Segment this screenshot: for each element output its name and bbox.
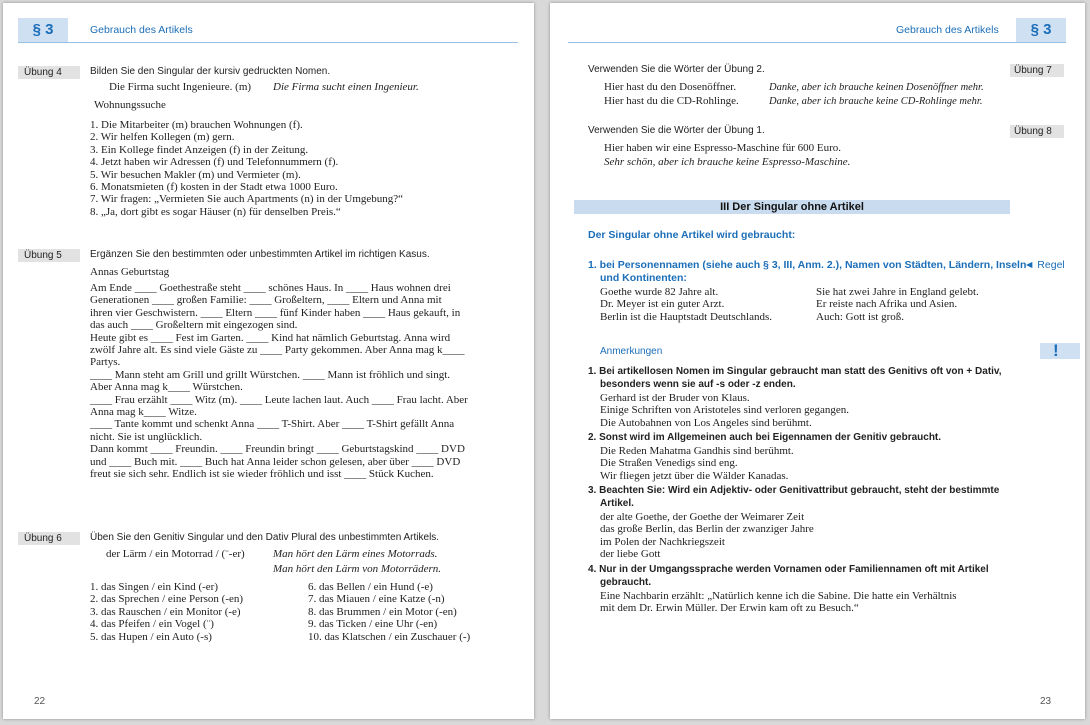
subheading: Der Singular ohne Artikel wird gebraucht:: [588, 229, 796, 241]
list-item: 4. Jetzt haben wir Adressen (f) und Telefonnummern (f).: [90, 156, 339, 169]
exercise-6-example-answer-2: Man hört den Lärm von Motorrädern.: [273, 563, 442, 575]
example-line: Einige Schriften von Aristoteles sind verloren gegangen.: [600, 404, 849, 417]
text-line: das auch ____ Großeltern mit eingezogen sind.: [90, 319, 298, 332]
example-line: im Polen der Nachkriegszeit: [600, 535, 725, 548]
list-item: 6. Monatsmieten (f) kosten in der Stadt etwa 1000 Euro.: [90, 181, 338, 194]
text-line: ____ Frau erzählt ____ Witz (m). ____ Leute lachen laut. Auch ____ Frau lacht. Aber: [90, 393, 468, 406]
example-line: Wir fliegen jetzt über die Wälder Kanadas.: [600, 469, 789, 482]
exercise-5-text: [90, 282, 468, 481]
exercise-label-8: Übung 8: [1010, 125, 1064, 138]
exercise-4-example-answer: Die Firma sucht einen Ingenieur.: [273, 81, 419, 93]
list-item: 7. das Miauen / eine Katze (-n): [308, 593, 445, 606]
text-line: ____ Mann steht am Grill und grillt Würstchen. ____ Mann ist fröhlich und singt.: [90, 368, 451, 381]
list-item: 3. das Rauschen / ein Monitor (-e): [90, 605, 241, 618]
regel-marker: ◄ Regel: [1024, 259, 1065, 271]
list-item: 8. das Brummen / ein Motor (-en): [308, 605, 457, 618]
rule-1-text: 1. bei Personennamen (siehe auch § 3, III, Anm. 2.), Namen von Städten, Ländern, Inseln: [588, 259, 1027, 271]
rule-1-examples-left: [600, 286, 772, 323]
list-item: 2. das Sprechen / eine Person (-en): [90, 593, 244, 606]
list-item: 10. das Klatschen / ein Zuschauer (-): [308, 630, 471, 643]
notes-title: Anmerkungen: [600, 346, 663, 357]
note-4-examples: [600, 590, 957, 615]
example-line: Dr. Meyer ist ein guter Arzt.: [600, 298, 725, 311]
exercise-4-topic: Wohnungssuche: [94, 99, 166, 111]
example-line: der liebe Gott: [600, 548, 661, 561]
text-line: Anna mag k____ Witze.: [90, 406, 197, 419]
note-2-head: 2. Sonst wird im Allgemeinen auch bei Eigennamen der Genitiv gebraucht.: [588, 432, 942, 443]
example-line: Eine Nachbarin erzählt: „Natürlich kenne ich die Sabine. Die hatte ein Verhältnis: [600, 590, 957, 602]
text-line: ____ Tante kommt und schenkt Anna ____ T-Shirt. Aber ____ T-Shirt gefällt Anna: [90, 418, 455, 431]
list-item: 2. Wir helfen Kollegen (m) gern.: [90, 131, 235, 144]
exercise-4-items: [90, 119, 403, 218]
text-line: zwölf Jahre alt. Es sind viele Gäste zu ____ Party gekommen. Aber Anna mag k____: [90, 344, 465, 357]
list-item: 7. Wir fragen: „Vermieten Sie auch Apartments (n) in der Umgebung?“: [90, 193, 404, 206]
right-page: [550, 3, 1085, 719]
exercise-6-example-answer-1: Man hört den Lärm eines Motorrads.: [273, 548, 438, 560]
list-item: 5. das Hupen / ein Auto (-s): [90, 630, 212, 643]
note-1-examples: [600, 392, 849, 429]
example-line: Die Straßen Venedigs sind eng.: [600, 457, 738, 470]
exercise-6-column-1: [90, 581, 243, 643]
example-line: Sie hat zwei Jahre in England gelebt.: [816, 286, 979, 298]
running-head: Gebrauch des Artikels: [90, 24, 193, 36]
exercise-6-example-question: der Lärm / ein Motorrad / (¨-er): [106, 548, 245, 560]
text-line: Partys.: [90, 356, 121, 369]
exercise-7-line-2a: Hier hast du die CD-Rohlinge.: [604, 95, 739, 107]
list-item: 5. Wir besuchen Makler (m) und Vermieter (m).: [90, 168, 301, 181]
exercise-5-topic: Annas Geburtstag: [90, 266, 170, 278]
exercise-5-instruction: Ergänzen Sie den bestimmten oder unbestimmten Artikel im richtigen Kasus.: [90, 249, 430, 260]
example-line: Gerhard ist der Bruder von Klaus.: [600, 392, 750, 404]
list-item: 6. das Bellen / ein Hund (-e): [308, 581, 433, 593]
exercise-8-line-1: Hier haben wir eine Espresso-Maschine für 600 Euro.: [604, 142, 842, 154]
example-line: Er reiste nach Afrika und Asien.: [816, 298, 958, 311]
example-line: Die Reden Mahatma Gandhis sind berühmt.: [600, 445, 794, 457]
exercise-label-7: Übung 7: [1010, 64, 1064, 77]
text-line: Am Ende ____ Goethestraße steht ____ schönes Haus. In ____ Haus wohnen drei: [90, 282, 451, 294]
page-number: 22: [34, 696, 46, 707]
exercise-4-example-question: Die Firma sucht Ingenieure. (m): [109, 81, 252, 93]
example-line: der alte Goethe, der Goethe der Weimarer Zeit: [600, 511, 805, 523]
text-line: ihren vier Geschwistern. ____ Eltern ____ fünf Kinder haben ____ Haus gekauft, in: [90, 306, 461, 319]
note-2-examples: [600, 445, 794, 482]
text-line: nicht. Sie ist unglücklich.: [90, 430, 203, 443]
exclamation-icon: !: [1040, 343, 1080, 359]
header-rule: [568, 42, 1066, 43]
example-line: mit dem Dr. Erwin Müller. Der Erwin kam oft zu Besuch.“: [600, 602, 859, 615]
running-head: Gebrauch des Artikels: [896, 24, 999, 36]
text-line: Dann kommt ____ Freundin. ____ Freundin bringt ____ Geburtstagskind ____ DVD: [90, 443, 465, 456]
exercise-label-6: Übung 6: [18, 532, 80, 545]
text-line: Aber Anna mag k____ Würstchen.: [90, 381, 243, 394]
exercise-7-instruction: Verwenden Sie die Wörter der Übung 2.: [588, 64, 765, 75]
exercise-6-column-2: [308, 581, 470, 643]
list-item: 1. das Singen / ein Kind (-er): [90, 581, 218, 593]
example-line: das große Berlin, das Berlin der zwanziger Jahre: [600, 523, 814, 536]
exercise-8-instruction: Verwenden Sie die Wörter der Übung 1.: [588, 125, 765, 136]
header-rule: [18, 42, 518, 43]
example-line: Auch: Gott ist groß.: [816, 310, 904, 323]
section-badge: § 3: [1016, 18, 1066, 42]
exercise-8-line-2: Sehr schön, aber ich brauche keine Espresso-Maschine.: [604, 156, 851, 168]
example-line: Die Autobahnen von Los Angeles sind berühmt.: [600, 416, 812, 429]
note-3-examples: [600, 511, 814, 561]
text-line: Heute gibt es ____ Fest im Garten. ____ Kind hat nämlich Geburtstag. Anna wird: [90, 331, 451, 344]
example-line: Goethe wurde 82 Jahre alt.: [600, 286, 719, 298]
list-item: 8. „Ja, dort gibt es sogar Häuser (n) für denselben Preis.“: [90, 205, 341, 218]
text-line: und ____ Buch mit. ____ Buch hat Anna leider schon gelesen, aber über ____ DVD: [90, 455, 461, 468]
note-1-head: 1. Bei artikellosen Nomen im Singular gebraucht man statt des Genitivs oft von + Dativ, besonders wenn sie auf -s oder -z enden.: [588, 366, 1002, 390]
list-item: 9. das Ticken / eine Uhr (-en): [308, 618, 438, 631]
section-heading: III Der Singular ohne Artikel: [574, 200, 1010, 214]
section-badge: § 3: [18, 18, 68, 42]
exercise-6-instruction: Üben Sie den Genitiv Singular und den Dativ Plural des unbestimmten Artikels.: [90, 532, 440, 543]
exercise-label-5: Übung 5: [18, 249, 80, 262]
exercise-7-line-2b: Danke, aber ich brauche keine CD-Rohlinge mehr.: [769, 96, 983, 107]
exercise-7-line-1b: Danke, aber ich brauche keinen Dosenöffner mehr.: [769, 82, 984, 93]
left-page: [3, 3, 534, 719]
example-line: Berlin ist die Hauptstadt Deutschlands.: [600, 310, 772, 323]
list-item: 4. das Pfeifen / ein Vogel (¨): [90, 618, 214, 631]
rule-1-examples-right: [816, 286, 979, 323]
text-line: Generationen ____ großen Familie: ____ Großeltern, ____ Eltern und Anna mit: [90, 294, 442, 307]
list-item: 3. Ein Kollege findet Anzeigen (f) in der Zeitung.: [90, 143, 309, 156]
exercise-label-4: Übung 4: [18, 66, 80, 79]
list-item: 1. Die Mitarbeiter (m) brauchen Wohnungen (f).: [90, 119, 303, 131]
exercise-7-line-1a: Hier hast du den Dosenöffner.: [604, 81, 737, 93]
page-number: 23: [1040, 696, 1052, 707]
text-line: freut sie sich sehr. Endlich ist sie wieder fröhlich und isst ____ Stück Kuchen.: [90, 468, 434, 481]
exercise-4-instruction: Bilden Sie den Singular der kursiv gedruckten Nomen.: [90, 66, 331, 77]
note-4-head: 4. Nur in der Umgangssprache werden Vornamen oder Familiennamen oft mit Artikel gebraucht.: [588, 564, 989, 588]
note-3-head: 3. Beachten Sie: Wird ein Adjektiv- oder Genitivattribut gebraucht, steht der bestimmte Artikel.: [588, 485, 1000, 509]
rule-1-text-cont: und Kontinenten:: [600, 272, 687, 284]
